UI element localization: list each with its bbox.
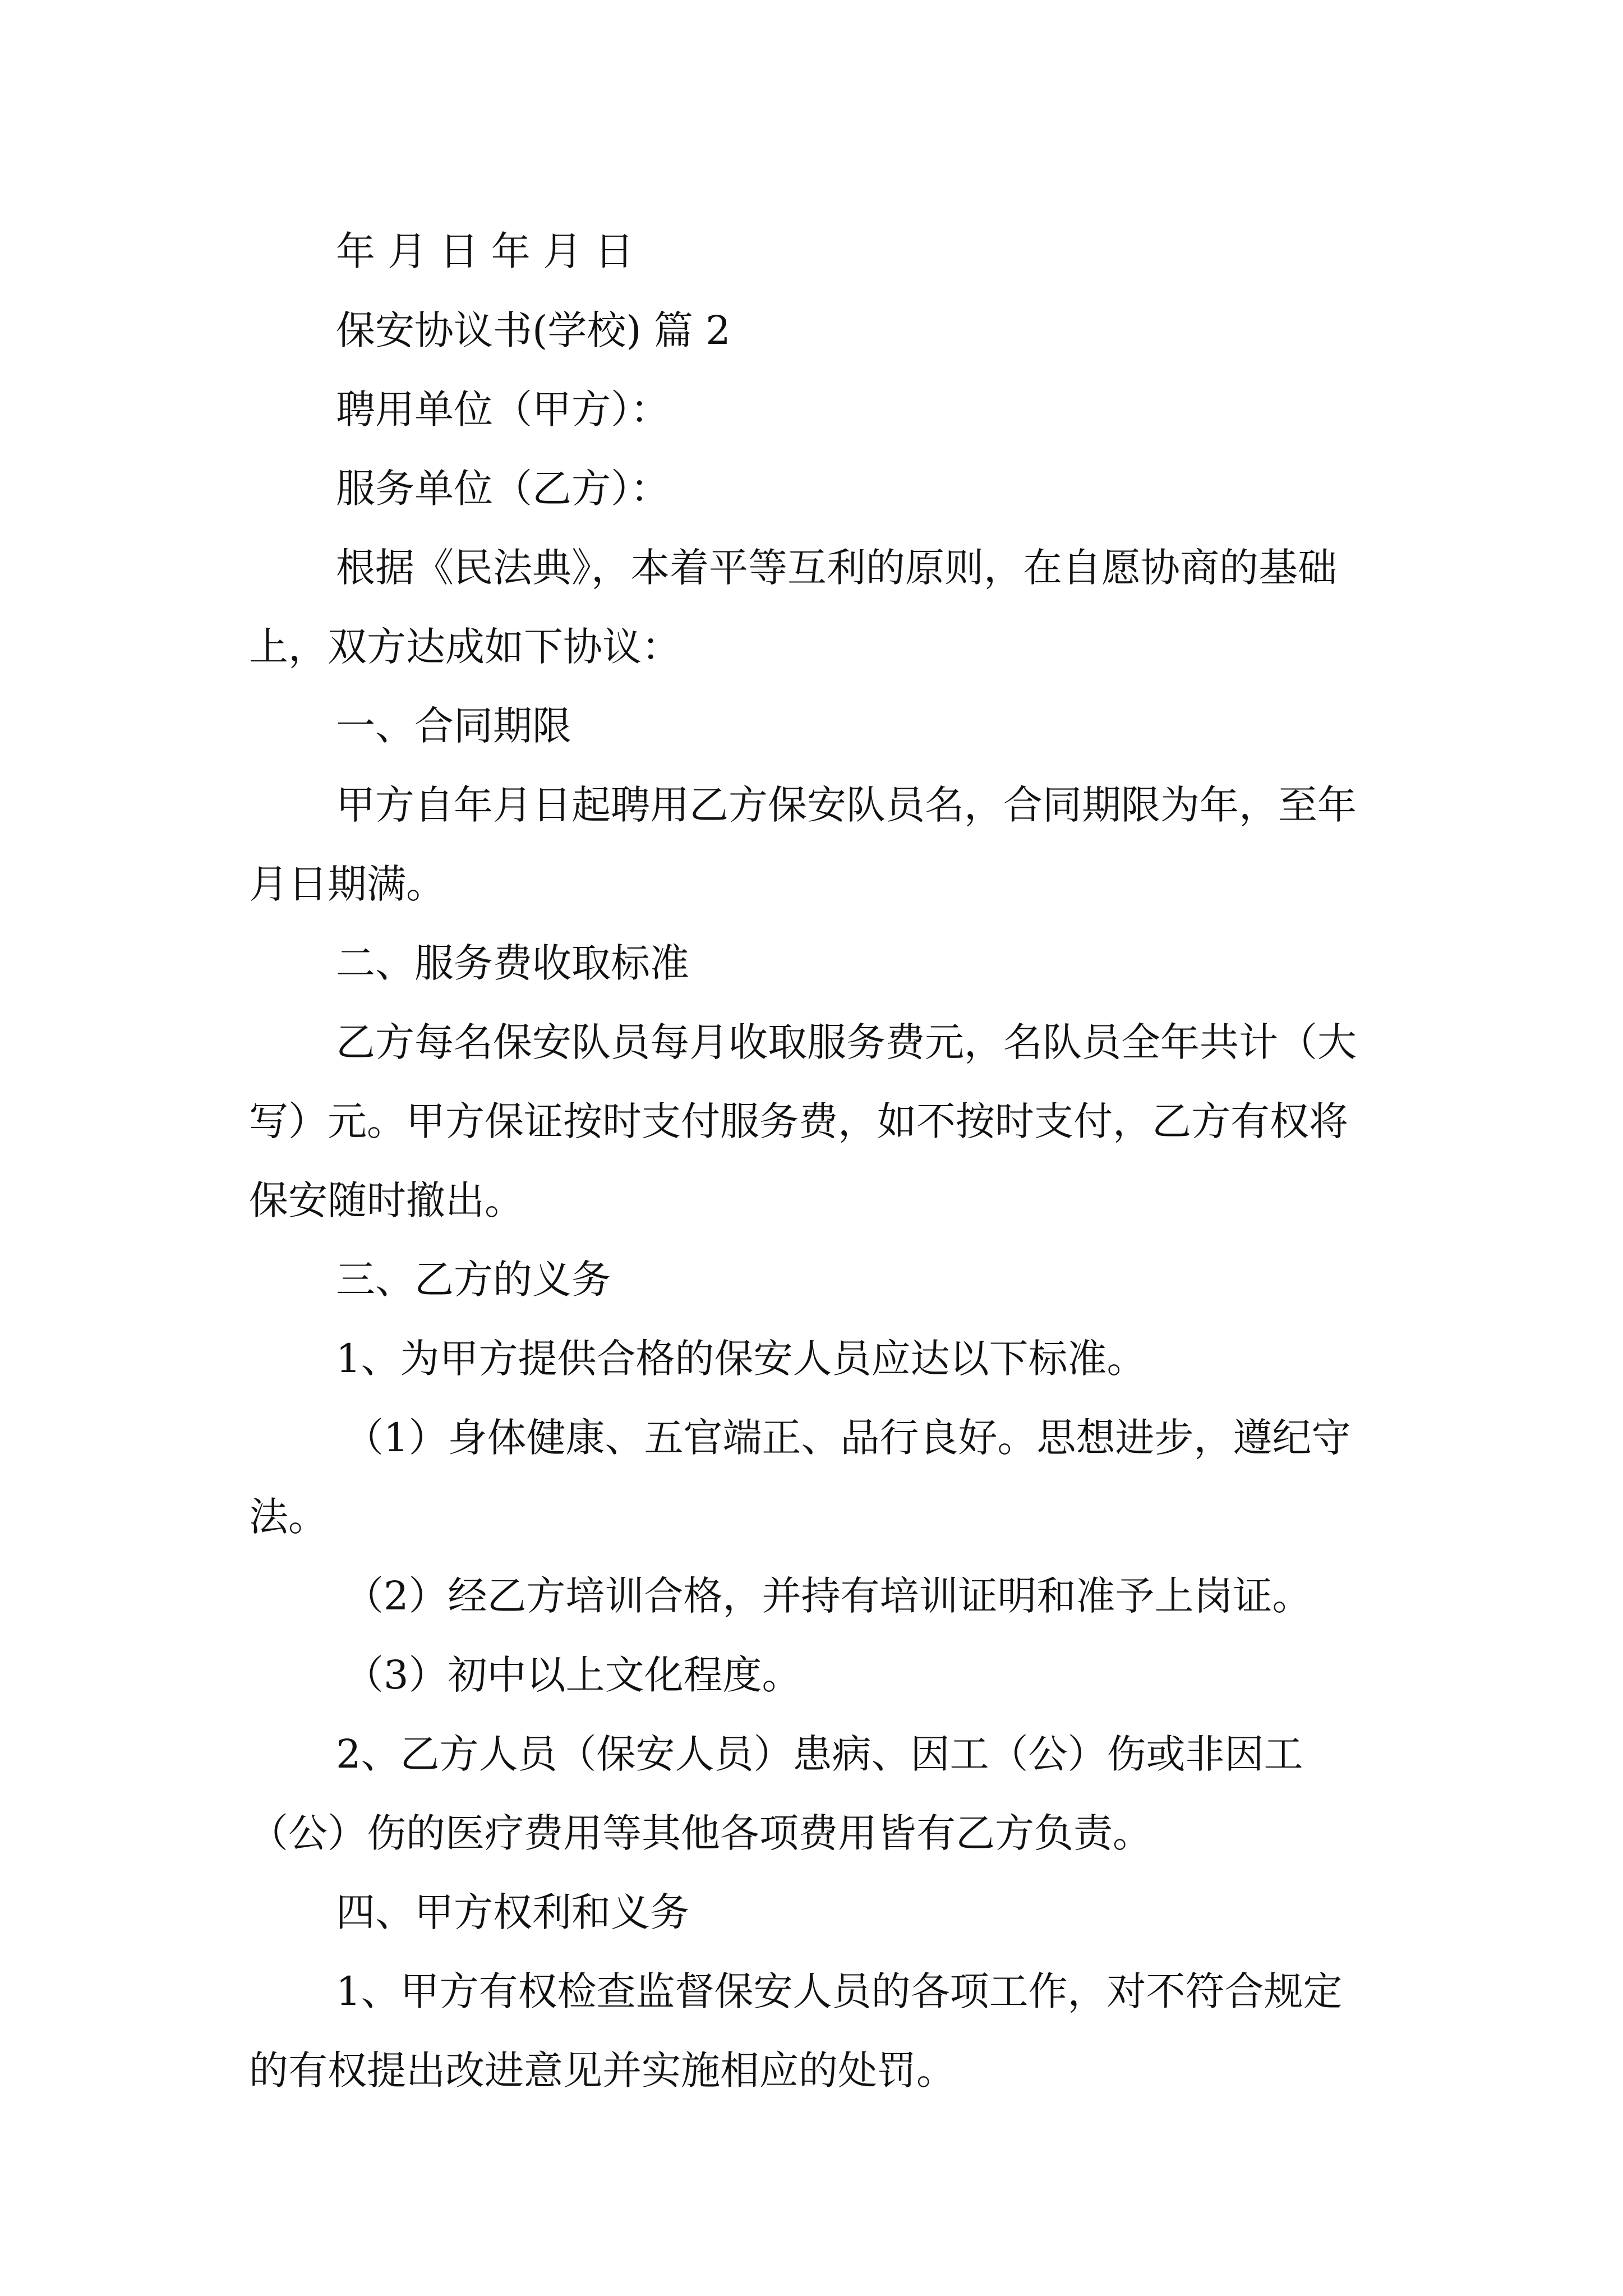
- section-3-item-1-b: （2）经乙方培训合格，并持有培训证明和准予上岗证。: [344, 1573, 1312, 1619]
- section-1-heading: 一、合同期限: [336, 703, 571, 749]
- employer-label: 聘用单位（甲方）：: [336, 386, 670, 432]
- section-4-item-1: 1、甲方有权检查监督保安人员的各项工作，对不符合规定的有权提出改进意见并实施相应的处罚。: [249, 1968, 1343, 2093]
- document-title: 保安协议书(学校) 篇 2: [336, 307, 731, 353]
- document-body: [249, 212, 1379, 2110]
- section-3-item-1: 1、为甲方提供合格的保安人员应达以下标准。: [336, 1336, 1146, 1382]
- intro-paragraph: 根据《民法典》，本着平等互利的原则，在自愿协商的基础上，双方达成如下协议：: [249, 545, 1337, 670]
- section-1-text: 甲方自年月日起聘用乙方保安队员名，合同期限为年，至年月日期满。: [249, 782, 1357, 907]
- section-3-item-2: 2、乙方人员（保安人员）患病、因工（公）伤或非因工（公）伤的医疗费用等其他各项费用皆有乙方负责。: [249, 1731, 1303, 1856]
- section-3-item-1-a: （1）身体健康、五官端正、品行良好。思想进步，遵纪守法。: [249, 1415, 1351, 1540]
- section-2-text: 乙方每名保安队员每月收取服务费元，名队员全年共计（大写）元。甲方保证按时支付服务费，如不按时支付，乙方有权将保安随时撤出。: [249, 1019, 1357, 1223]
- provider-label: 服务单位（乙方）：: [336, 466, 670, 512]
- section-3-heading: 三、乙方的义务: [336, 1257, 611, 1303]
- section-4-heading: 四、甲方权利和义务: [336, 1889, 689, 1935]
- section-2-heading: 二、服务费收取标准: [336, 940, 689, 986]
- section-3-item-1-c: （3）初中以上文化程度。: [344, 1652, 801, 1698]
- date-line: 年 月 日 年 月 日: [336, 228, 634, 274]
